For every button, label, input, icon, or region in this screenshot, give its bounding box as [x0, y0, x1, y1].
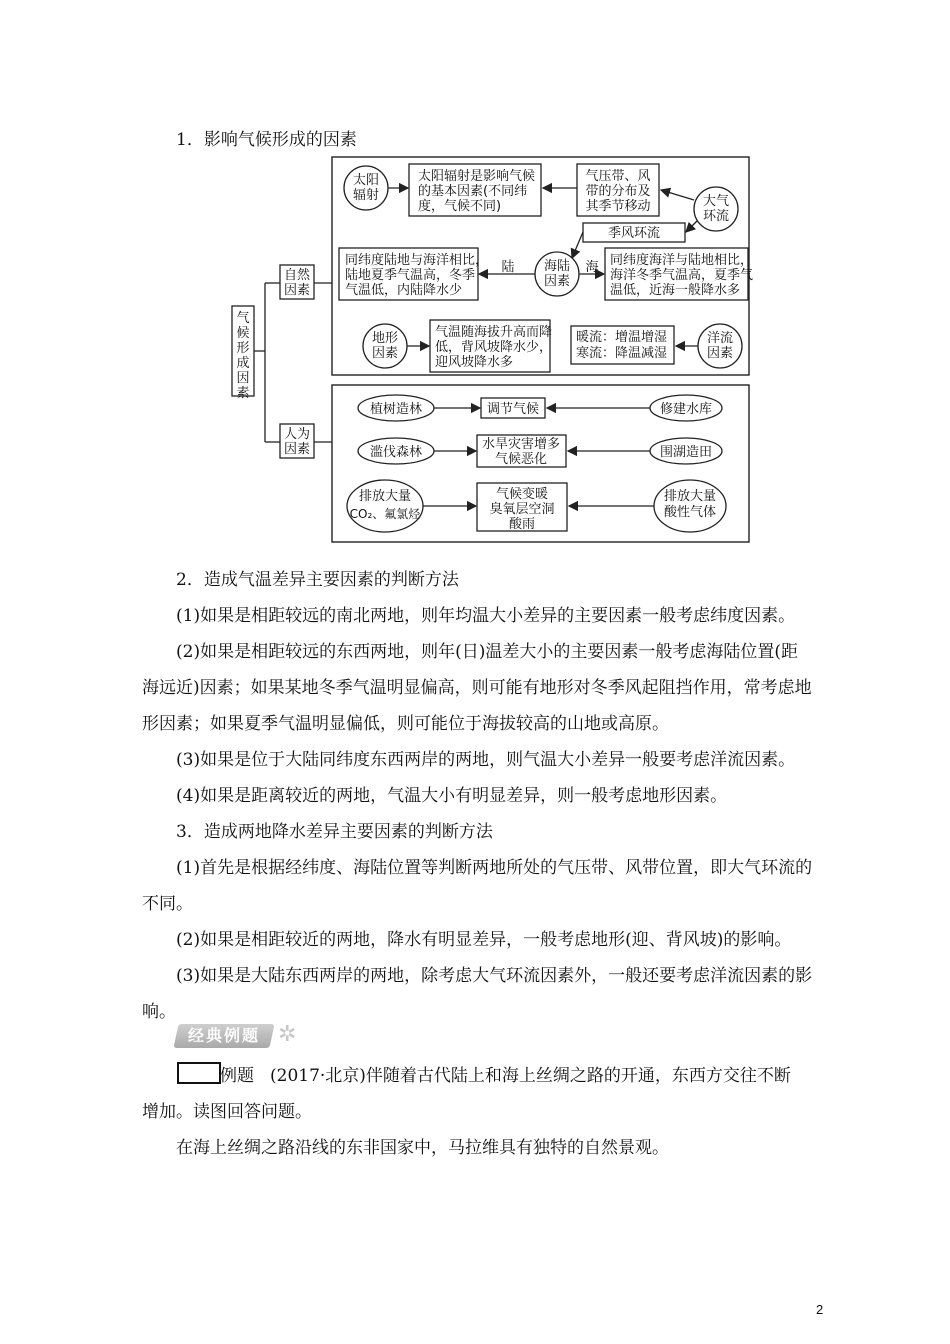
- s2-line-4: 形因素；如果夏季气温明显偏低，则可能位于海拔较高的山地或高原。: [142, 714, 669, 734]
- svg-text:排放大量: 排放大量: [358, 489, 412, 504]
- svg-text:修建水库: 修建水库: [659, 402, 713, 417]
- s2-line-3: 海远近)因素；如果某地冬季气温明显偏高，则可能有地形对冬季风起阻挡作用，常考虑地: [142, 678, 812, 698]
- section2-heading: 2．造成气温差异主要因素的判断方法: [176, 570, 459, 590]
- svg-text:带的分布及: 带的分布及: [585, 184, 651, 199]
- svg-text:人为: 人为: [283, 427, 311, 442]
- svg-text:自然: 自然: [283, 268, 311, 283]
- s3-line-5: 响。: [142, 1002, 176, 1022]
- classic-example-badge: [173, 1024, 274, 1048]
- example-line-1: (2017·北京)伴随着古代陆上和海上丝绸之路的开通，东西方交往不断: [270, 1066, 791, 1086]
- svg-text:温低，近海一般降水多: 温低，近海一般降水多: [610, 283, 741, 298]
- svg-text:太阳: 太阳: [352, 173, 380, 188]
- section1-heading: 1．影响气候形成的因素: [176, 130, 357, 150]
- svg-text:同纬度陆地与海洋相比，: 同纬度陆地与海洋相比，: [345, 253, 489, 268]
- s2-line-2: (2)如果是相距较远的东西两地，则年(日)温差大小的主要因素一般考虑海陆位置(距: [176, 642, 798, 662]
- co2-oval: [347, 480, 423, 532]
- s3-line-4: (3)如果是大陆东西两岸的两地，除考虑大气环流因素外，一般还要考虑洋流因素的影: [176, 966, 813, 986]
- section3-heading: 3．造成两地降水差异主要因素的判断方法: [176, 822, 493, 842]
- s2-line-5: (3)如果是位于大陆同纬度东西两岸的两地，则气温大小差异一般要考虑洋流因素。: [176, 750, 796, 770]
- svg-text:酸雨: 酸雨: [508, 517, 536, 532]
- svg-text:气温随海拔升高而降: 气温随海拔升高而降: [435, 325, 553, 340]
- star-icon: ✲: [278, 1022, 297, 1047]
- svg-text:寒流：降温减湿: 寒流：降温减湿: [576, 346, 668, 361]
- svg-text:海洋冬季气温高，夏季气: 海洋冬季气温高，夏季气: [610, 268, 754, 283]
- s2-line-6: (4)如果是距离较近的两地，气温大小有明显差异，则一般考虑地形因素。: [176, 786, 728, 806]
- badge-label: 经典例题: [187, 1026, 260, 1045]
- climate-factors-diagram: [0, 0, 950, 560]
- svg-text:排放大量: 排放大量: [663, 489, 717, 504]
- svg-text:因素: 因素: [283, 283, 311, 298]
- svg-text:季风环流: 季风环流: [607, 226, 661, 241]
- s3-line-1: (1)首先是根据经纬度、海陆位置等判断两地所处的气压带、风带位置，即大气环流的: [176, 858, 813, 878]
- svg-text:气温低，内陆降水少: 气温低，内陆降水少: [345, 283, 463, 298]
- svg-text:洋流: 洋流: [706, 331, 734, 346]
- svg-text:海: 海: [585, 260, 599, 275]
- svg-text:滥伐森林: 滥伐森林: [369, 445, 423, 460]
- example-label: 例题: [220, 1066, 254, 1086]
- svg-text:暖流：增温增湿: 暖流：增温增湿: [576, 330, 668, 345]
- svg-text:海陆: 海陆: [543, 259, 571, 274]
- svg-text:因素: 因素: [543, 274, 571, 289]
- svg-text:辐射: 辐射: [352, 188, 380, 203]
- svg-text:陆地夏季气温高，冬季: 陆地夏季气温高，冬季: [345, 268, 476, 283]
- svg-text:太阳辐射是影响气候: 太阳辐射是影响气候: [418, 169, 536, 184]
- svg-text:因素: 因素: [371, 346, 399, 361]
- example-line-3: 在海上丝绸之路沿线的东非国家中，马拉维具有独特的自然景观。: [176, 1138, 669, 1158]
- svg-text:其季节移动: 其季节移动: [585, 199, 651, 214]
- root-label: [236, 311, 249, 401]
- svg-text:地形: 地形: [371, 331, 399, 346]
- svg-text:迎风坡降水多: 迎风坡降水多: [435, 355, 514, 370]
- svg-text:环流: 环流: [702, 209, 730, 224]
- svg-text:水旱灾害增多: 水旱灾害增多: [481, 437, 561, 452]
- svg-text:臭氧层空洞: 臭氧层空洞: [489, 502, 555, 517]
- svg-text:植树造林: 植树造林: [369, 402, 423, 417]
- svg-text:的基本因素(不同纬: 的基本因素(不同纬: [418, 184, 528, 199]
- example-line-2: 增加。读图回答问题。: [142, 1102, 312, 1122]
- svg-text:酸性气体: 酸性气体: [663, 505, 717, 520]
- svg-text:气压带、风: 气压带、风: [585, 169, 651, 184]
- s2-line-1: (1)如果是相距较远的南北两地，则年均温大小差异的主要因素一般考虑纬度因素。: [176, 606, 796, 626]
- svg-text:同纬度海洋与陆地相比，: 同纬度海洋与陆地相比，: [610, 253, 754, 268]
- svg-text:因素: 因素: [283, 442, 311, 457]
- svg-text:陆: 陆: [501, 260, 515, 275]
- page-number: 2: [816, 1302, 824, 1317]
- s3-line-2: 不同。: [142, 894, 193, 914]
- svg-text:因素: 因素: [706, 346, 734, 361]
- example-frame-icon: [177, 1062, 221, 1084]
- svg-text:度，气候不同): 度，气候不同): [418, 199, 502, 214]
- svg-text:气候变暖: 气候变暖: [495, 487, 549, 502]
- svg-text:围湖造田: 围湖造田: [659, 445, 713, 460]
- svg-text:低，背风坡降水少，: 低，背风坡降水少，: [435, 340, 553, 355]
- svg-text:CO₂、氟氯烃: CO₂、氟氯烃: [349, 507, 421, 521]
- svg-text:气候恶化: 气候恶化: [494, 452, 548, 467]
- svg-text:调节气候: 调节气候: [486, 402, 540, 417]
- s3-line-3: (2)如果是相距较近的两地，降水有明显差异，一般考虑地形(迎、背风坡)的影响。: [176, 930, 792, 950]
- svg-text:气候形成因素: 气候形成因素: [236, 311, 250, 401]
- svg-text:大气: 大气: [702, 194, 730, 209]
